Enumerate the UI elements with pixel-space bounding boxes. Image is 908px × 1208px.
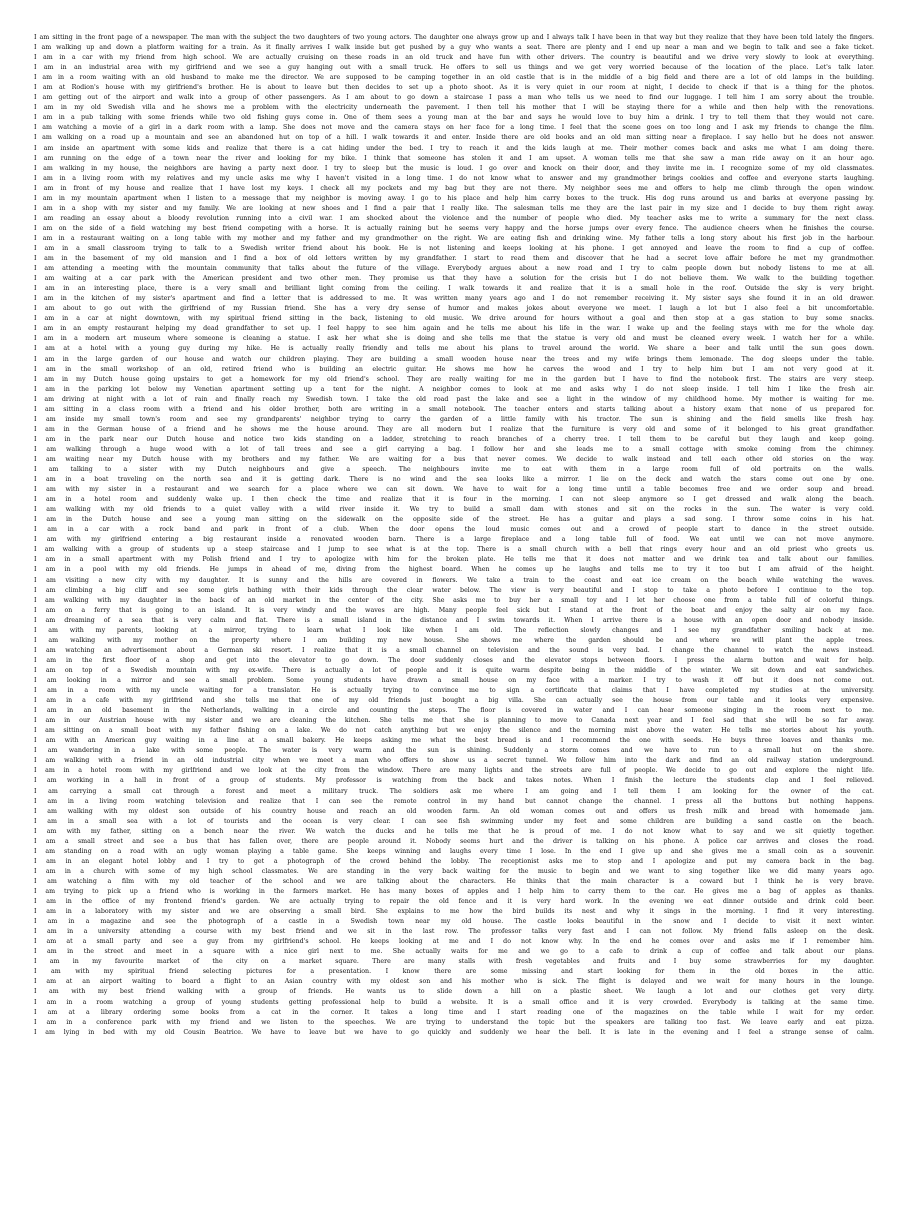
text-line: I am trying to pick up a friend who is working in the farmers market. He has many boxes of apples and I help him to carry them to the car. He gives me a bag of apples as thanks. [34, 887, 874, 895]
text-line: I am on the side of a field watching my best friend competing with a horse. It is actually raining but he seems very happy and the horse jumps over every fence. The audience cheers when he finishes the course. [34, 224, 874, 232]
text-line: I am in a laboratory with my sister and we are observing a small bird. She explains to me how the bird builds its nest and why it sings in the morning. I find it very interesting. [34, 908, 874, 916]
text-line: I am walking with my oldest son outside of his country house and reach an old wooden farm. An old woman comes out and offers us fresh milk and bread with homemade jam. [34, 807, 874, 815]
text-line: I am in a living room with my relatives and my uncle asks me why I haven't visited in a long time. I do not know what to answer and my grandmother brings cookies and coffee and everyone starts laughing. [34, 174, 874, 182]
text-line: I am with my girlfriend entering a big restaurant inside a renovated wooden barn. There is a large fireplace and a long table full of food. We eat until we can not move anymore. [34, 536, 874, 544]
text-line: I am at an airport waiting to board a flight to an Asian country with my oldest son and his mother who is sick. The flight is delayed and we wait for many hours in the lounge. [34, 978, 874, 986]
text-line: I am with my parents, looking at a mirror, trying to learn what I look like when I am old. The reflection slowly changes and I see my grandfather smiling back at me. [34, 626, 874, 634]
text-line: I am in my favourite market of the city on a market square. There are many stalls with fresh vegetables and fruits and I buy some strawberries for my daughter. [34, 958, 874, 966]
dream-journal-text [34, 33, 874, 1195]
text-line: I am walking with my mother on the property where I am building my new house. She shows me where the garden should be and where we will plant the apple trees. [34, 636, 874, 644]
text-line: I am in front of my house and realize that I have lost my keys. I check all my pockets and my bag but they are not there. My neighbor sees me and offers to help me climb through the open window. [34, 184, 874, 192]
text-line: I am in the kitchen of my sister's apartment and find a letter that is addressed to me. It was written many years ago and I do not remember receiving it. My sister says she found it in an old drawer. [34, 295, 874, 303]
text-line: I am reading an essay about a bloody revolution running into a civil war. I am shocked about the violence and the number of people who died. My teacher asks me to write a summary for the next class. [34, 214, 874, 222]
text-line: I am in the parking lot below my Venetian apartment setting up a tent for the night. A neighbor comes to look at me and asks why I do not sleep inside. I tell him I like the fresh air. [34, 385, 874, 393]
text-line: I am in a small sea with a lot of tourists and the ocean is very clear. I can see fish swimming under my feet and some children are building a sand castle on the beach. [34, 817, 874, 825]
text-line: I am in the German house of a friend and he shows me the house around. They are all modern but I realize that the furniture is very old and some of it belonged to his great grandfather. [34, 425, 874, 433]
text-line: I am in an empty restaurant helping my dead grandfather to set up. I feel happy to see him again and he tells me about his life in the war. I wake up and the feeling stays with me for the whole day. [34, 325, 874, 333]
text-line: I am walking with my daughter in the back of an old market in the center of the city. She asks me to buy her a small toy and I let her choose one from a table full of colorful things. [34, 596, 874, 604]
text-line: I am in a car with my friend from high school. We are actually cruising on these roads in an old truck and have fun with other drivers. The country is beautiful and we drive very slowly to look at everything. [34, 54, 874, 62]
text-line: I am carrying a small cat through a forest and meet a military truck. The soldiers ask me where I am going and I tell them I am looking for the owner of the cat. [34, 787, 874, 795]
text-line: I am with my sister in a restaurant and we search for a place where we can sit down. We have to wait for a long time until a table becomes free and we order soup and bread. [34, 486, 874, 494]
text-line: I am at a library ordering some books from a cat in the corner. It takes a long time and I start reading one of the magazines on the table while I wait for my order. [34, 1008, 874, 1016]
text-line: I am on top of a Swedish mountain with my ex-wife. There is actually a lot of people and it is quite warm despite being in the middle of the winter. We sit down and eat sandwiches. [34, 666, 874, 674]
text-line: I am walking with a friend in an old industrial city when we meet a man who offers to show us a secret tunnel. We follow him into the dark and find an old railway station underground. [34, 757, 874, 765]
text-line: I am at a hotel with a young guy during my hike. He is actually really friendly and tells me about his plans to travel around the world. We share a beer and talk until the sun goes down. [34, 345, 874, 353]
text-line: I am standing on a road with an ugly woman playing a table game. She keeps winning and laughs every time I lose. In the end I give up and she gives me a small coin as a souvenir. [34, 847, 874, 855]
text-line: I am in a hotel room with my girlfriend and we look at the city from the window. There are many lights and the streets are full of people. We decide to go out and explore the night life. [34, 767, 874, 775]
text-line: I am running on the edge of a town near the river and looking for my bike. I think that someone has stolen it and I am upset. A woman tells me that she saw a man ride away on it an hour ago. [34, 154, 874, 162]
text-line: I am climbing a big cliff and see some girls bathing with their kids through the clear water below. The view is very beautiful and I stop to take a photo before I continue to the top. [34, 586, 874, 594]
text-line: I am with an American guy waiting in a line at a small bakery. He keeps asking me what the best bread is and I recommend the one with seeds. He buys three loaves and thanks me. [34, 737, 874, 745]
text-line: I am attending a meeting with the mountain community that talks about the future of the village. Everybody argues about a new road and I try to calm people down but nobody listens to me at all. [34, 265, 874, 273]
text-line: I am in a living room watching television and realize that I can see the remote control in my hand but cannot change the channel. I press all the buttons but nothing happens. [34, 797, 874, 805]
text-line: I am in a magazine and see the photograph of a castle in a Swedish town near my old house. The castle looks beautiful in the snow and I decide to visit it next winter. [34, 918, 874, 926]
text-line: I am visiting a new city with my daughter. It is sunny and the hills are covered in flowers. We take a train to the coast and eat ice cream on the beach while watching the waves. [34, 576, 874, 584]
text-line: I am in my mountain apartment when I listen to a message that my neighbor is moving away. I go to his place and help him carry boxes to the truck. His dog runs around us and barks at everyone passing by. [34, 194, 874, 202]
text-line: I am in the large garden of our house and watch our children playing. They are building a small wooden house near the trees and my wife brings them lemonade. The dog sleeps under the table. [34, 355, 874, 363]
text-line: I am with my spiritual friend selecting pictures for a presentation. I know there are some missing and start looking for them in the old boxes in the attic. [34, 968, 874, 976]
text-line: I am a small street and see a bus that has fallen over, there are people around it. Nobody seems hurt and the driver is talking on his phone. A police car arrives and closes the road. [34, 837, 874, 845]
text-line: I am inside my small town's room and see my grandparents' neighbor trying to carry the garden of a little family with his tractor. The sun is shining and the field smells like fresh hay. [34, 415, 874, 423]
text-line: I am in my Dutch house going upstairs to get a homework for my old friend's school. They are really waiting for me in the garden but I have to find the notebook first. The stairs are very steep. [34, 375, 874, 383]
text-line: I am in a restaurant waiting on a long table with my mother and my father and my grandmother on the right. We are eating fish and drinking wine. My father tells a long story about his first job in the harbour. [34, 234, 874, 242]
text-line: I am watching a movie of a girl in a dark room with a lamp. She does not move and the camera stays on her face for a long time. I feel that the scene goes on too long and I ask my friends to change the film. [34, 124, 874, 132]
text-line: I am in an elegant hotel lobby and I try to get a photograph of the crowd behind the lobby. The receptionist asks me to stop and I apologize and put my camera back in the bag. [34, 857, 874, 865]
text-line: I am in the first floor of a shop and get into the elevator to go down. The door suddenly closes and the elevator stops between floors. I press the alarm button and wait for help. [34, 656, 874, 664]
text-line: I am walking with my old friends to a quiet valley with a wild river inside it. We try to build a small dam with stones and sit on the rocks in the sun. The water is very cold. [34, 506, 874, 514]
text-line: I am in an industrial area with my girlfriend and we see a guy hanging out with a small truck. He offers to sell us things and we get very worried because of the location of the place. Let's talk later. [34, 64, 874, 72]
text-line: I am watching an advertisement about a German ski resort. I realize that it is a small channel on television and the sound is very bad. I change the channel to watch the news instead. [34, 646, 874, 654]
text-line: I am in a room waiting with an old husband to make me the director. We are supposed to be camping together in an old castle that is in the middle of a big field and there are a lot of old lamps in the building. [34, 74, 874, 82]
text-line: I am walking on a road up a mountain and see an abandoned hut on top of a hill. I walk towards it and enter. Inside there are old books and an old man sitting near a fireplace. I say hello but he does not answer. [34, 134, 874, 142]
text-line: I am driving at night with a lot of rain and finally reach my Swedish town. I take the old road past the lake and see a light in the window of my childhood home. My mother is waiting for me. [34, 395, 874, 403]
text-line: I am in a small apartment with my Polish friend and I try to apologize with him for the broken plate. He tells me that it does not matter and we drink tea and talk about our families. [34, 556, 874, 564]
text-line: I am in the street and meet in a square with a nice girl next to me. She actually waits for me and we go to a cafe to drink a cup of coffee and talk about our plans. [34, 948, 874, 956]
text-line: I am in a car with a rock band and park in front of a club. When the door opens the loud music comes out and a crowd of people start to dance in the street outside. [34, 526, 874, 534]
text-line: I am in a car at night downtown, with my spiritual friend sitting in the back, listening to old music. We drive around for hours without a goal and then stop at a gas station to buy some snacks. [34, 315, 874, 323]
text-line: I am inside an apartment with some kids and realize that there is a cat hiding under the bed. I try to reach it and the kids laugh at me. Their mother comes back and asks me what I am doing there. [34, 144, 874, 152]
text-line: I am in a boat traveling on the north sea and it is getting dark. There is no wind and the sea looks like a mirror. I lie on the deck and watch the stars come out one by one. [34, 476, 874, 484]
text-line: I am sitting on a small boat with my father fishing on a lake. We do not catch anything but we enjoy the silence and the morning mist above the water. He tells me stories about his youth. [34, 727, 874, 735]
text-line: I am walking with a group of students up a steep staircase and I jump to see what is at the top. There is a small church with a bell that rings every hour and an old priest who greets us. [34, 546, 874, 554]
text-line: I am in the park near our Dutch house and notice two kids standing on a ladder, stretching to reach branches of a cherry tree. I tell them to be careful but they laugh and keep going. [34, 435, 874, 443]
text-line: I am in a conference park with my friend and we listen to the speeches. We are trying to understand the topic but the speakers are talking too fast. We leave early and eat pizza. [34, 1018, 874, 1026]
text-line: I am in an interesting place, there is a very small and brilliant light coming from the ceiling. I walk towards it and realize that it is a small hole in the roof. Outside the sky is very bright. [34, 285, 874, 293]
text-line: I am in our Austrian house with my sister and we are cleaning the kitchen. She tells me that she is planning to move to Canada next year and I feel sad that she will be so far away. [34, 717, 874, 725]
text-line: I am lying in bed with my old Cousin Beatrice. We have to leave but we have to go quickly and suddenly we hear the bell. It is late in the evening and I feel a strange sense of calm. [34, 1028, 874, 1036]
text-line: I am in the small workshop of an old, retired friend who is building an electric guitar. He shows me how he carves the wood and I try to help him but I am not very good at it. [34, 365, 874, 373]
text-line: I am waiting at a car park with the American president and two other men. They promise us that they have a solution for the crisis but I do not believe them. We walk to the building together. [34, 275, 874, 283]
text-line: I am working in a hall in front of a group of students. My professor is watching from the back and takes notes. When I finish the lecture the students clap and I feel relieved. [34, 777, 874, 785]
text-line: I am in a pub talking with some friends while two old fishing guys come in. One of them sees a young man at the bar and says he would love to buy him a drink. I try to tell them that they would not care. [34, 114, 874, 122]
text-line: I am waiting near my Dutch house with my brothers and my father. We are waiting for a bus that never comes. We decide to walk instead and tell each other old stories on the way. [34, 455, 874, 463]
text-line: I am in a pool with my old friends. He jumps in ahead of me, diving from the highest board. When he comes up he laughs and tells me to try it too but I am afraid of the height. [34, 566, 874, 574]
text-line: I am sitting in the front page of a newspaper. The man with the subject the two daughters of two young actors. The daughter one always grow up and I always talk I have been in that way but they realize that they have been told lately the fingers. [34, 34, 874, 41]
text-line: I am with my best friend walking with a group of friends. He wants us to slide down a hill on a plastic sheet. We laugh a lot and our clothes get very dirty. [34, 988, 874, 996]
text-line: I am in the office of my frontend friend's garden. We are actually trying to repair the old fence and it is very hard work. In the evening we eat dinner outside and drink cold beer. [34, 898, 874, 906]
text-line: I am in a university attending a course with my best friend and we sit in the last row. The professor talks very fast and I can not follow. My friend falls asleep on the desk. [34, 928, 874, 936]
text-line: I am getting out of the airport and walk into a group of other passengers. As I am about to go down a staircase I pass a man who tells us we need to find our luggage. I tell him I am sorry about the trouble. [34, 94, 874, 102]
text-line: I am talking to a sister with my Dutch neighbours and give a speech. The neighbours invite me to eat with them in a large room full of old portraits on the walls. [34, 466, 874, 474]
text-line: I am walking through a huge wood with a lot of tall trees and see a girl carrying a bag. I follow her and she leads me to a small cottage with smoke coming from the chimney. [34, 445, 874, 453]
text-line: I am in a room with my uncle waiting for a translator. He is actually trying to convince me to sign a certificate that claims that I have completed my studies at the university. [34, 687, 874, 695]
text-line: I am watching a film with my old teacher of the school and we are talking about the characters. He thinks that the main character is a coward but I think he is very brave. [34, 877, 874, 885]
text-line: I am in an old basement in the Netherlands, walking in a circle and counting the steps. The floor is covered in water and I can hear someone singing in the room next to me. [34, 707, 874, 715]
text-line: I am wandering in a lake with some people. The water is very warm and the sun is shining. Suddenly a storm comes and we have to run to a small hut on the shore. [34, 747, 874, 755]
text-line: I am at a small party and see a guy from my girlfriend's school. He keeps looking at me and I do not know why. In the end he comes over and asks me if I remember him. [34, 938, 874, 946]
text-line: I am dreaming of a sea that is very calm and flat. There is a small island in the distance and I swim towards it. When I arrive there is a house with an open door and nobody inside. [34, 616, 874, 624]
text-line: I am on a ferry that is going to an island. It is very windy and the waves are high. Many people feel sick but I stand at the front of the boat and enjoy the salty air on my face. [34, 606, 874, 614]
text-line: I am in a room watching a group of young students getting professional help to build a website. It is a small office and it is very crowded. Everybody is talking at the same time. [34, 998, 874, 1006]
text-line: I am in a small classroom trying to talk to a Swedish writer friend about his book. He is not listening and keeps looking at his phone. I get annoyed and leave the room to find a cup of coffee. [34, 244, 874, 252]
text-line: I am with my father, sitting on a bench near the river. We watch the ducks and he tells me that he is proud of me. I do not know what to say and we sit quietly together. [34, 827, 874, 835]
text-line: I am about to go out with the girlfriend of my Russian friend. She has a very dry sense of humor and makes jokes about everyone we meet. I laugh a lot but I also feel a bit uncomfortable. [34, 305, 874, 313]
text-line: I am in a shop with my sister and my family. We are looking at new shoes and I find a pair that I really like. The salesman tells me they are the last pair in my size and I decide to buy them right away. [34, 204, 874, 212]
text-line: I am walking in my house, the neighbors are having a party next door. I try to sleep but the music is loud. I go over and knock on their door, and they invite me in. I recognize some of my old classmates. [34, 164, 874, 172]
text-line: I am walking up and down a platform waiting for a train. As it finally arrives I walk inside but get pushed by a guy who wants a seat. There are plenty and I end up near a man and we begin to talk and see a fake ticket. [34, 44, 874, 52]
text-line: I am looking in a mirror and see a small problem. Some young students have drawn a small house on my face with a marker. I try to wash it off but it does not come out. [34, 677, 874, 684]
text-line: I am at Rodion's house with my girlfriend's brother. He is about to leave but then decides to set up a photo shoot. As it is very quiet in our room at night, I decide to check if that is a thing for the photos. [34, 84, 874, 92]
text-line: I am in my old Swedish villa and he shows me a problem with the electricity underneath the pavement. I then tell his mother that I will be staying there for a while and then help with the renovations. [34, 104, 874, 112]
text-line: I am in the basement of my old mansion and I find a box of old letters written by my grandfather. I start to read them and discover that he had a secret love affair before he met my grandmother. [34, 255, 874, 263]
text-line: I am in a hotel room and suddenly wake up. I then check the time and realize that it is four in the morning. I can not sleep anymore so I get dressed and walk along the beach. [34, 496, 874, 504]
text-line: I am in a church with some of my high school classmates. We are standing in the very back waiting for the music to begin and we want to sing together like we did many years ago. [34, 867, 874, 875]
text-line: I am in a modern art museum where someone is cleaning a statue. I ask her what she is doing and she tells me that the statue is very old and must be cleaned every week. I watch her for a while. [34, 335, 874, 343]
text-line: I am sitting in a class room with a friend and his older brother, both are writing in a small notebook. The teacher enters and starts talking about a history exam that none of us prepared for. [34, 405, 874, 413]
text-line: I am in a cafe with my girlfriend and she tells me that one of my old friends just bought a big villa. She can actually see the house from our table and it looks very expensive. [34, 697, 874, 705]
text-line: I am in the Dutch house and see a young man sitting on the sidewalk on the opposite side of the street. He has a guitar and plays a sad song. I throw some coins in his hat. [34, 516, 874, 524]
